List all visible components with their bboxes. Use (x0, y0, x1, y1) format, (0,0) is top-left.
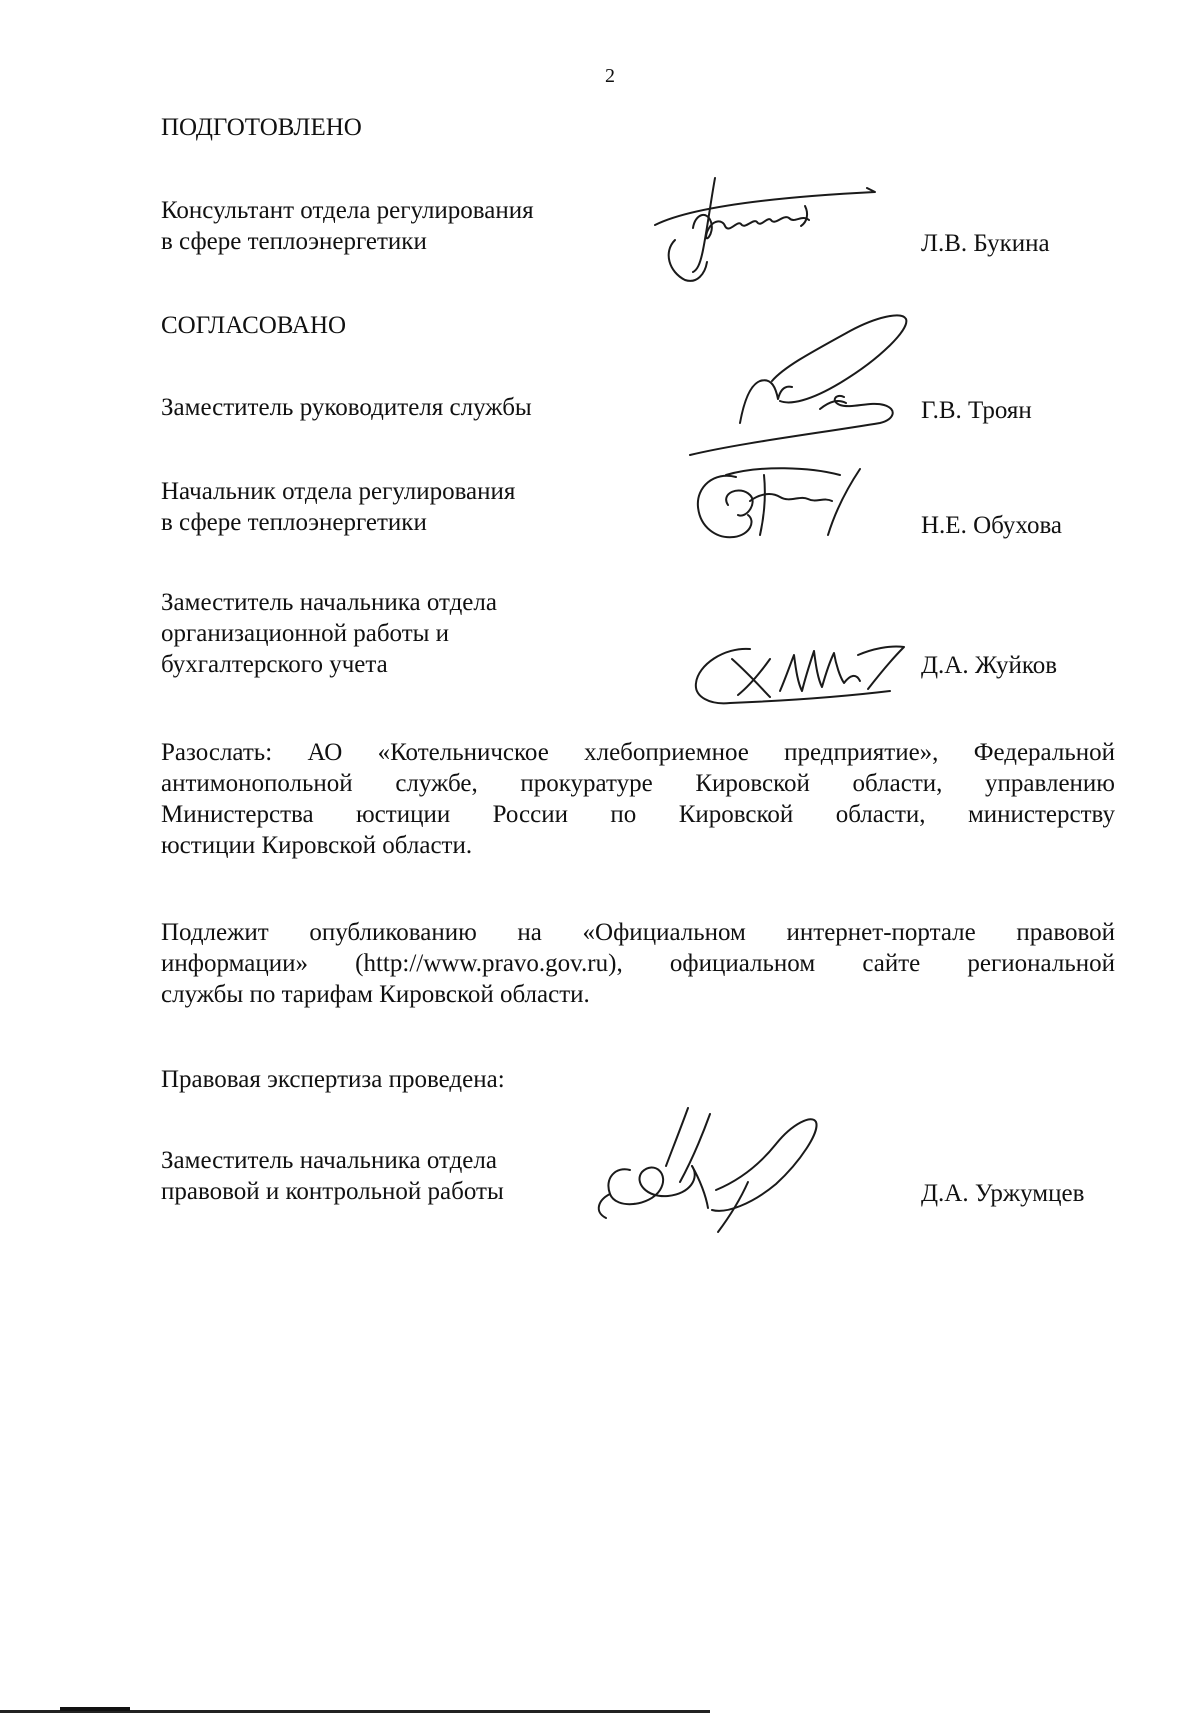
position-line: Заместитель руководителя службы (161, 394, 532, 421)
publication-line: службы по тарифам Кировской области. (161, 981, 590, 1008)
approved-signatory-name-obukhova: Н.Е. Обухова (921, 512, 1063, 539)
position-line: в сфере теплоэнергетики (161, 228, 427, 255)
distribution-line: антимонопольной службе, прокуратуре Кировской области, управлению (161, 770, 1115, 797)
position-line: в сфере теплоэнергетики (161, 509, 427, 536)
distribution-line: Министерства юстиции России по Кировской области, министерству (161, 801, 1115, 828)
signature-zhuikov-icon (690, 635, 915, 710)
signature-obukhova-icon (690, 465, 870, 545)
distribution-paragraph (161, 737, 1115, 861)
signature-bukina-icon (645, 170, 885, 285)
position-line: Заместитель начальника отдела (161, 1147, 497, 1174)
approved-position-dept-head (161, 476, 621, 538)
position-line: организационной работы и (161, 620, 450, 647)
prepared-position (161, 195, 621, 257)
legal-review-position (161, 1145, 621, 1207)
signature-troyan-icon (680, 305, 920, 465)
prepared-signatory-name: Л.В. Букина (921, 230, 1050, 257)
approved-signatory-name-zhuikov: Д.А. Жуйков (921, 652, 1058, 679)
approved-heading: СОГЛАСОВАНО (161, 312, 347, 339)
publication-line: информации» (http://www.pravo.gov.ru), официальном сайте региональной (161, 950, 1115, 977)
position-line: правовой и контрольной работы (161, 1178, 504, 1205)
legal-review-heading: Правовая экспертиза проведена: (161, 1066, 505, 1093)
position-line: бухгалтерского учета (161, 651, 388, 678)
position-line: Начальник отдела регулирования (161, 478, 516, 505)
legal-review-signatory-name: Д.А. Уржумцев (921, 1180, 1085, 1207)
position-line: Консультант отдела регулирования (161, 197, 534, 224)
approved-position-deputy-dept-head (161, 587, 621, 680)
approved-signatory-name-troyan: Г.В. Троян (921, 397, 1032, 424)
distribution-line: юстиции Кировской области. (161, 832, 473, 859)
publication-line: Подлежит опубликованию на «Официальном интернет-портале правовой (161, 919, 1115, 946)
publication-paragraph (161, 917, 1115, 1010)
page-number: 2 (605, 65, 615, 87)
prepared-heading: ПОДГОТОВЛЕНО (161, 114, 362, 141)
footer-rule-mark (60, 1707, 130, 1711)
signature-urzhumtsev-icon (580, 1100, 840, 1235)
position-line: Заместитель начальника отдела (161, 589, 497, 616)
approved-position-deputy-head (161, 392, 621, 423)
distribution-line: Разослать: АО «Котельничское хлебоприемное предприятие», Федеральной (161, 739, 1115, 766)
